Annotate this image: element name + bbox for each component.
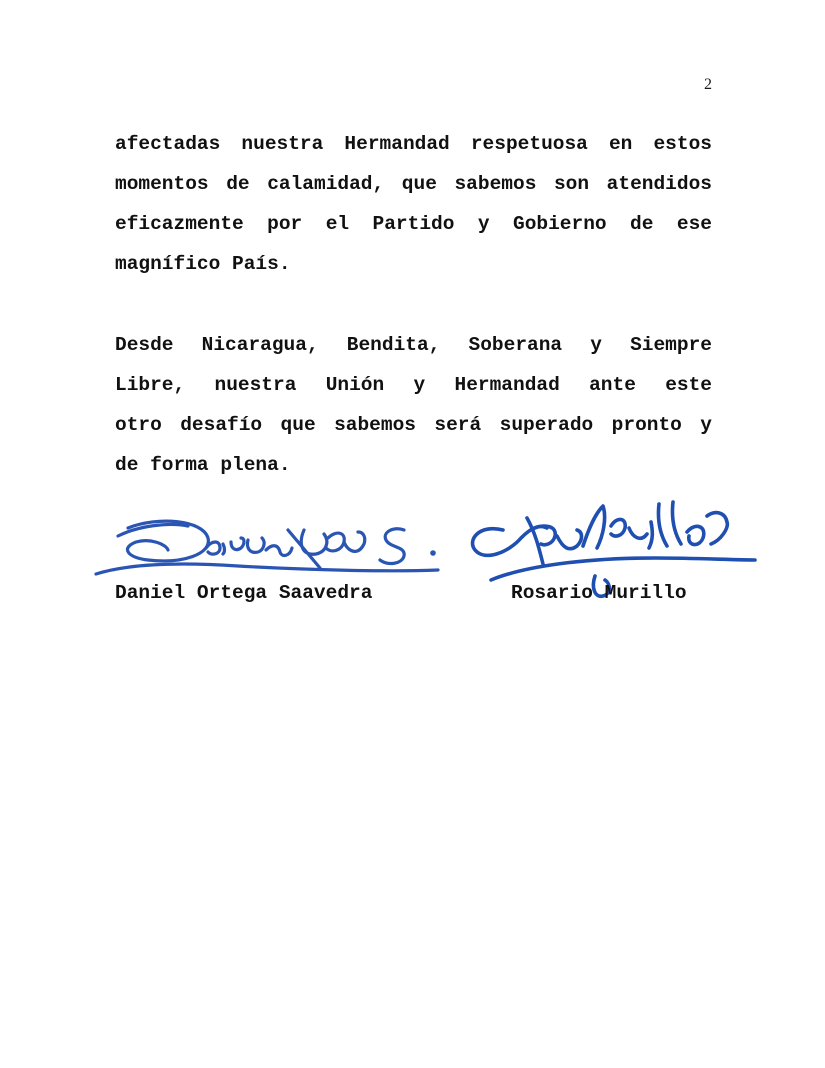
signatory-name-left: Daniel Ortega Saavedra <box>115 582 373 604</box>
paragraph-line: eficazmente por el Partido y Gobierno de ese <box>115 213 712 235</box>
paragraph-line: otro desafío que sabemos será superado pronto y <box>115 414 712 436</box>
paragraph-line: Desde Nicaragua, Bendita, Soberana y Siempre <box>115 334 712 356</box>
signature-stroke <box>583 502 727 548</box>
paragraph-line: de forma plena. <box>115 454 291 476</box>
paragraph-line: magnífico País. <box>115 253 291 275</box>
signature-stroke <box>288 530 365 568</box>
signature-daniel-ortega <box>88 508 448 588</box>
signatory-name-right: Rosario Murillo <box>511 582 687 604</box>
signature-stroke <box>206 538 292 555</box>
paragraph-line: Libre, nuestra Unión y Hermandad ante este <box>115 374 712 396</box>
signature-stroke <box>96 564 438 574</box>
paragraph-line: momentos de calamidad, que sabemos son atendidos <box>115 173 712 195</box>
signature-dot <box>430 550 436 556</box>
signature-stroke <box>491 558 755 580</box>
signature-stroke <box>380 529 404 564</box>
paragraph-line: afectadas nuestra Hermandad respetuosa en estos <box>115 133 712 155</box>
paragraph-greeting-nicaragua <box>115 325 712 485</box>
signature-stroke <box>527 518 582 564</box>
paragraph-closing-solidarity <box>115 124 712 284</box>
page-number: 2 <box>704 76 712 93</box>
